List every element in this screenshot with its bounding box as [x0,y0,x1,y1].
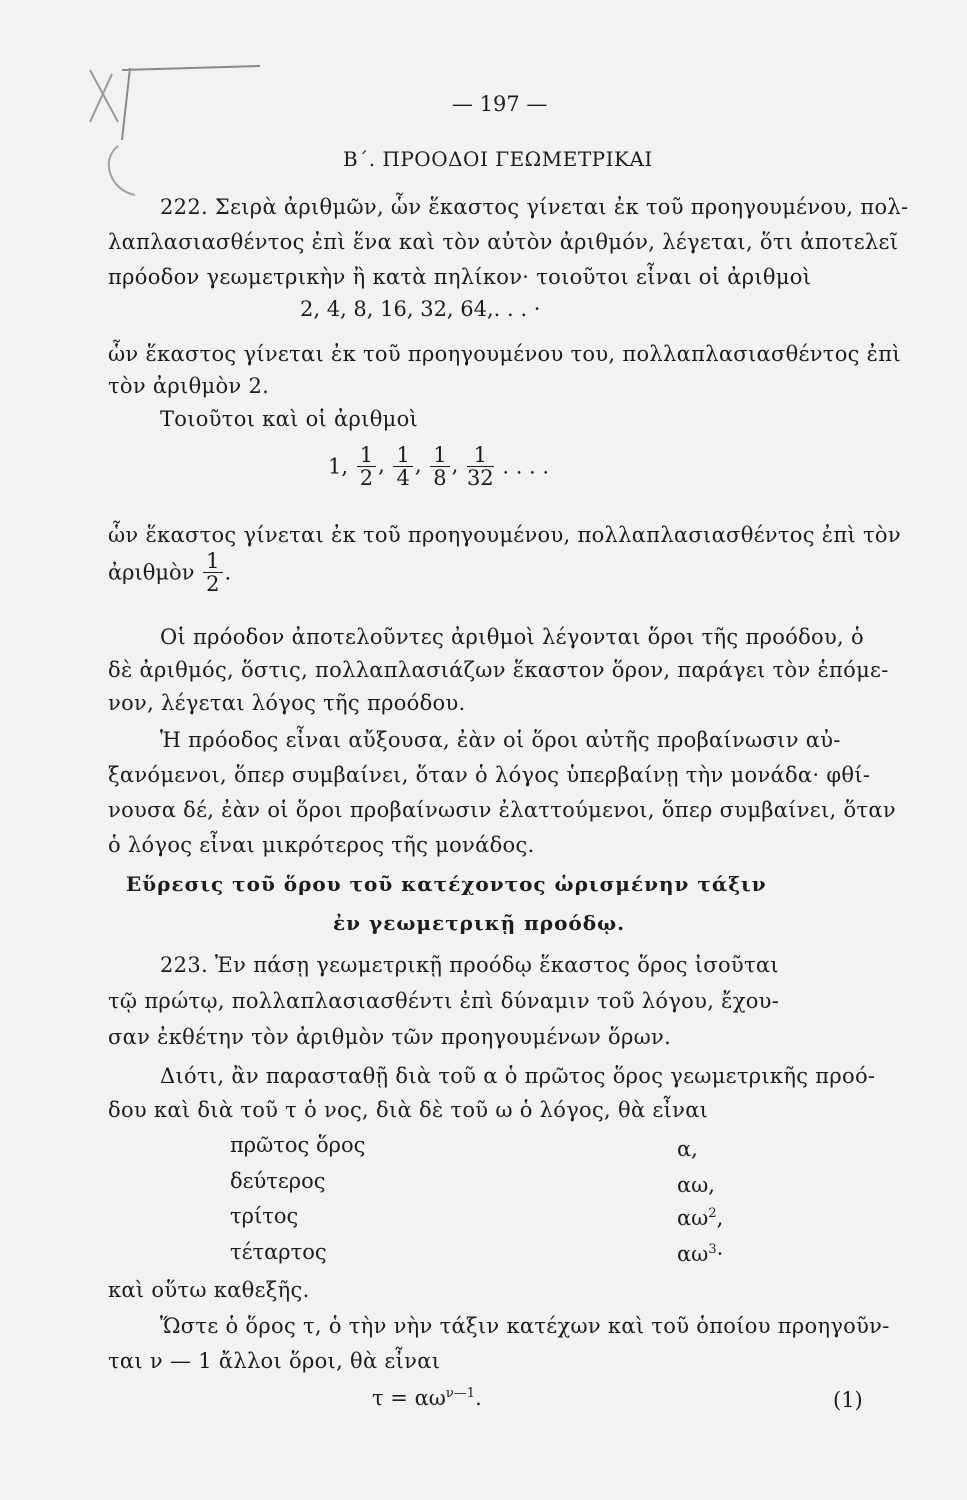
seq-ellipsis: . . . . [502,454,550,479]
table-row-value: αω, [677,1173,715,1197]
integer-sequence: 2, 4, 8, 16, 32, 64,. . . · [300,297,541,321]
terms-line-3: νον, λέγεται λόγος τῆς προόδου. [108,691,466,715]
ratio-fraction [203,550,222,595]
fraction-denominator: 2 [206,572,220,596]
fraction-denominator: 8 [433,466,447,490]
term-exponent: 3 [708,1242,717,1257]
term-base: αω [677,1242,709,1266]
table-row-value [677,1242,723,1266]
term-punct: · [716,1242,724,1266]
paragraph-222-line-3: πρόοδον γεωμετρικὴν ἢ κατὰ πηλίκον· τοιοῦτοι εἶναι οἱ ἀριθμοὶ [108,265,812,289]
handwritten-mark [60,60,270,200]
table-row-value [677,1206,723,1230]
paragraph-223-line-5: δου καὶ διὰ τοῦ τ ὁ νος, διὰ δὲ τοῦ ω ὁ λόγος, θὰ εἶναι [108,1098,709,1122]
ratio-label: ἀριθμὸν [108,560,195,585]
general-term-formula [372,1386,482,1410]
page-number: — 197 — [452,92,548,116]
formula-period: . [475,1386,482,1410]
terms-line-6: νουσα δέ, ἐὰν οἱ ὅροι προβαίνωσιν ἐλαττούμενοι, ὅπερ συμβαίνει, ὅταν [108,798,896,822]
equation-number: (1) [833,1388,863,1412]
paragraph-223-line-3: σαν ἐκθέτην τὸν ἀριθμὸν τῶν προηγουμένων ὅρων. [108,1025,672,1049]
term-exponent: 2 [708,1206,717,1221]
paragraph-222-line-7: ὧν ἕκαστος γίνεται ἐκ τοῦ προηγουμένου, πολλαπλασιασθέντος ἐπὶ τὸν [108,523,901,547]
paragraph-222-line-2: λαπλασιασθέντος ἐπὶ ἕνα καὶ τὸν αὐτὸν ἀριθμόν, λέγεται, ὅτι ἀποτελεῖ [108,230,899,254]
formula-base: τ = αω [372,1386,446,1410]
term-base: αω [677,1206,709,1230]
table-row-label: δεύτερος [230,1169,326,1193]
terms-line-2: δὲ ἀριθμός, ὅστις, πολλαπλασιάζων ἕκαστον ὅρον, παράγει τὸν ἑπόμε- [108,658,889,682]
paragraph-222-line-8 [108,550,231,595]
table-row-label: τρίτος [230,1204,299,1228]
paragraph-222-line-4: ὧν ἕκαστος γίνεται ἐκ τοῦ προηγουμένου του, πολλαπλασιασθέντος ἐπὶ [108,342,901,366]
ratio-period: . [224,560,232,585]
paragraph-223-line-4: Διότι, ἂν παρασταθῇ διὰ τοῦ α ὁ πρῶτος ὅρος γεωμετρικῆς προό- [160,1064,876,1088]
closing-line-3: ται ν — 1 ἄλλοι ὅροι, θὰ εἶναι [108,1349,441,1373]
table-row-value: α, [677,1137,698,1161]
fraction-numerator: 1 [467,444,494,467]
fraction-denominator: 4 [396,466,410,490]
subsection-heading-line-1: Εὕρεσις τοῦ ὅρου τοῦ κατέχοντος ὡρισμένην τάξιν [126,872,767,896]
seq-first-term: 1, [328,454,349,479]
terms-line-1: Οἱ πρόοδον ἀποτελοῦντες ἀριθμοὶ λέγονται ὅροι τῆς προόδου, ὁ [160,625,864,649]
subsection-heading-line-2: ἐν γεωμετρικῇ προόδῳ. [333,911,626,935]
fraction-numerator: 1 [203,550,222,573]
paragraph-222-line-1: 222. Σειρὰ ἀριθμῶν, ὧν ἕκαστος γίνεται ἐκ τοῦ προηγουμένου, πολ- [160,195,909,219]
table-row-label: τέταρτος [230,1240,327,1264]
fraction-term [393,444,412,489]
fraction-numerator: 1 [393,444,412,467]
paragraph-223-line-2: τῷ πρώτῳ, πολλαπλασιασθέντι ἐπὶ δύναμιν τοῦ λόγου, ἔχου- [108,989,780,1013]
term-punct: , [716,1206,724,1230]
fraction-denominator: 2 [359,466,374,490]
fraction-denominator: 32 [466,466,494,490]
paragraph-223-line-1: 223. Ἐν πάσῃ γεωμετρικῇ προόδῳ ἕκαστος ὅρος ἰσοῦται [160,953,779,977]
fraction-term [430,444,449,489]
terms-line-5: ξανόμενοι, ὅπερ συμβαίνει, ὅταν ὁ λόγος ὑπερβαίνῃ τὴν μονάδα· φθί- [108,763,871,787]
section-title: Β΄. ΠΡΟΟΔΟΙ ΓΕΩΜΕΤΡΙΚΑΙ [343,147,653,171]
closing-line-1: καὶ οὕτω καθεξῆς. [108,1278,310,1302]
formula-exponent: ν—1 [445,1386,476,1401]
paragraph-222-line-5: τὸν ἀριθμὸν 2. [108,374,270,398]
table-row-label: πρῶτος ὅρος [230,1133,366,1157]
fraction-term [467,444,494,489]
fraction-numerator: 1 [357,444,376,467]
fraction-sequence: 1, $\frac{1}{2}$ , $\frac{1}{4}$ , $\frac{1}{8}$ , $\frac{1}{32}$ . . . . [328,443,550,490]
paragraph-222-line-6: Τοιοῦτοι καὶ οἱ ἀριθμοὶ [160,407,419,431]
fraction-term [357,444,376,489]
fraction-numerator: 1 [430,444,449,467]
terms-line-4: Ἡ πρόοδος εἶναι αὔξουσα, ἐὰν οἱ ὅροι αὐτῆς προβαίνωσιν αὐ- [160,728,841,752]
closing-line-2: Ὥστε ὁ ὅρος τ, ὁ τὴν νὴν τάξιν κατέχων καὶ τοῦ ὁποίου προηγοῦν- [160,1314,890,1338]
terms-line-7: ὁ λόγος εἶναι μικρότερος τῆς μονάδος. [108,833,535,857]
